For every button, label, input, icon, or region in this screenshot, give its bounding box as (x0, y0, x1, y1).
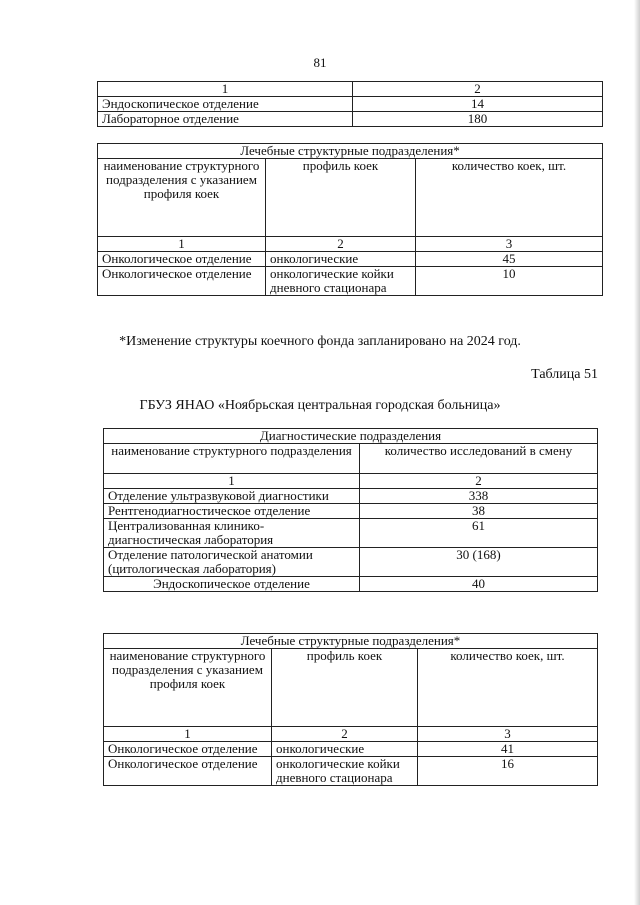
table-cell: 3 (416, 237, 603, 252)
table-title: Лечебные структурные подразделения* (104, 634, 598, 649)
table-cell: 1 (98, 82, 353, 97)
table-row (104, 519, 598, 548)
table-cell: онкологические койки дневного стационара (272, 757, 418, 786)
footnote: *Изменение структуры коечного фонда запланировано на 2024 год. (119, 334, 521, 349)
table-cell: 2 (266, 237, 416, 252)
table-row (104, 444, 598, 474)
table-row (98, 159, 603, 237)
table-cell: 3 (418, 727, 598, 742)
table-row (104, 489, 598, 504)
table-row (98, 237, 603, 252)
table-cell: Отделение ультразвуковой диагностики (104, 489, 360, 504)
table-cell: Эндоскопическое отделение (104, 577, 360, 592)
table-header: количество коек, шт. (416, 159, 603, 237)
table-cell: онкологические койки дневного стационара (266, 267, 416, 296)
table-cell: 2 (360, 474, 598, 489)
table-header: количество коек, шт. (418, 649, 598, 727)
table-row (104, 727, 598, 742)
table-cell: 1 (104, 474, 360, 489)
page-edge-shadow (634, 0, 640, 905)
organization-title: ГБУЗ ЯНАО «Ноябрьская центральная городская больница» (139, 398, 501, 413)
table-cell: 14 (353, 97, 603, 112)
table-title: Лечебные структурные подразделения* (98, 144, 603, 159)
table-cell: 41 (418, 742, 598, 757)
page-number: 81 (313, 55, 327, 70)
table-cell: Онкологическое отделение (104, 742, 272, 757)
table-title: Диагностические подразделения (104, 429, 598, 444)
table-header: профиль коек (272, 649, 418, 727)
table-cell: Отделение патологической анатомии (цитологическая лаборатория) (104, 548, 360, 577)
table-cell: 30 (168) (360, 548, 598, 577)
table-header: наименование структурного подразделения (104, 444, 360, 474)
table-label: Таблица 51 (531, 367, 598, 382)
table-cell: Эндоскопическое отделение (98, 97, 353, 112)
table-cell: 40 (360, 577, 598, 592)
table-row (104, 548, 598, 577)
table-row (98, 267, 603, 296)
table-cell: Онкологическое отделение (98, 267, 266, 296)
table-diagnostic-units (103, 428, 598, 592)
table-row (104, 474, 598, 489)
table-row (98, 144, 603, 159)
table-cell: Лабораторное отделение (98, 112, 353, 127)
table-cell: 1 (98, 237, 266, 252)
table-row (98, 252, 603, 267)
table-continuation (97, 81, 603, 127)
table-row (104, 757, 598, 786)
table-row (104, 577, 598, 592)
table-header: количество исследований в смену (360, 444, 598, 474)
table-row (104, 634, 598, 649)
table-cell: Онкологическое отделение (98, 252, 266, 267)
table-row (104, 742, 598, 757)
table-header: наименование структурного подразделения с указанием профиля коек (104, 649, 272, 727)
table-cell: Рентгенодиагностическое отделение (104, 504, 360, 519)
table-cell: 180 (353, 112, 603, 127)
table-row (98, 112, 603, 127)
table-row (98, 82, 603, 97)
table-row (104, 504, 598, 519)
table-cell: 2 (353, 82, 603, 97)
table-header: профиль коек (266, 159, 416, 237)
table-header: наименование структурного подразделения с указанием профиля коек (98, 159, 266, 237)
table-cell: 45 (416, 252, 603, 267)
table-cell: 2 (272, 727, 418, 742)
table-treatment-units-1 (97, 143, 603, 296)
table-cell: 38 (360, 504, 598, 519)
table-row (98, 97, 603, 112)
table-cell: Централизованная клинико-диагностическая лаборатория (104, 519, 360, 548)
table-row (104, 649, 598, 727)
table-cell: 338 (360, 489, 598, 504)
table-cell: онкологические (272, 742, 418, 757)
table-cell: Онкологическое отделение (104, 757, 272, 786)
table-cell: 61 (360, 519, 598, 548)
table-cell: 1 (104, 727, 272, 742)
table-cell: онкологические (266, 252, 416, 267)
table-row (104, 429, 598, 444)
table-cell: 10 (416, 267, 603, 296)
table-cell: 16 (418, 757, 598, 786)
table-treatment-units-2 (103, 633, 598, 786)
